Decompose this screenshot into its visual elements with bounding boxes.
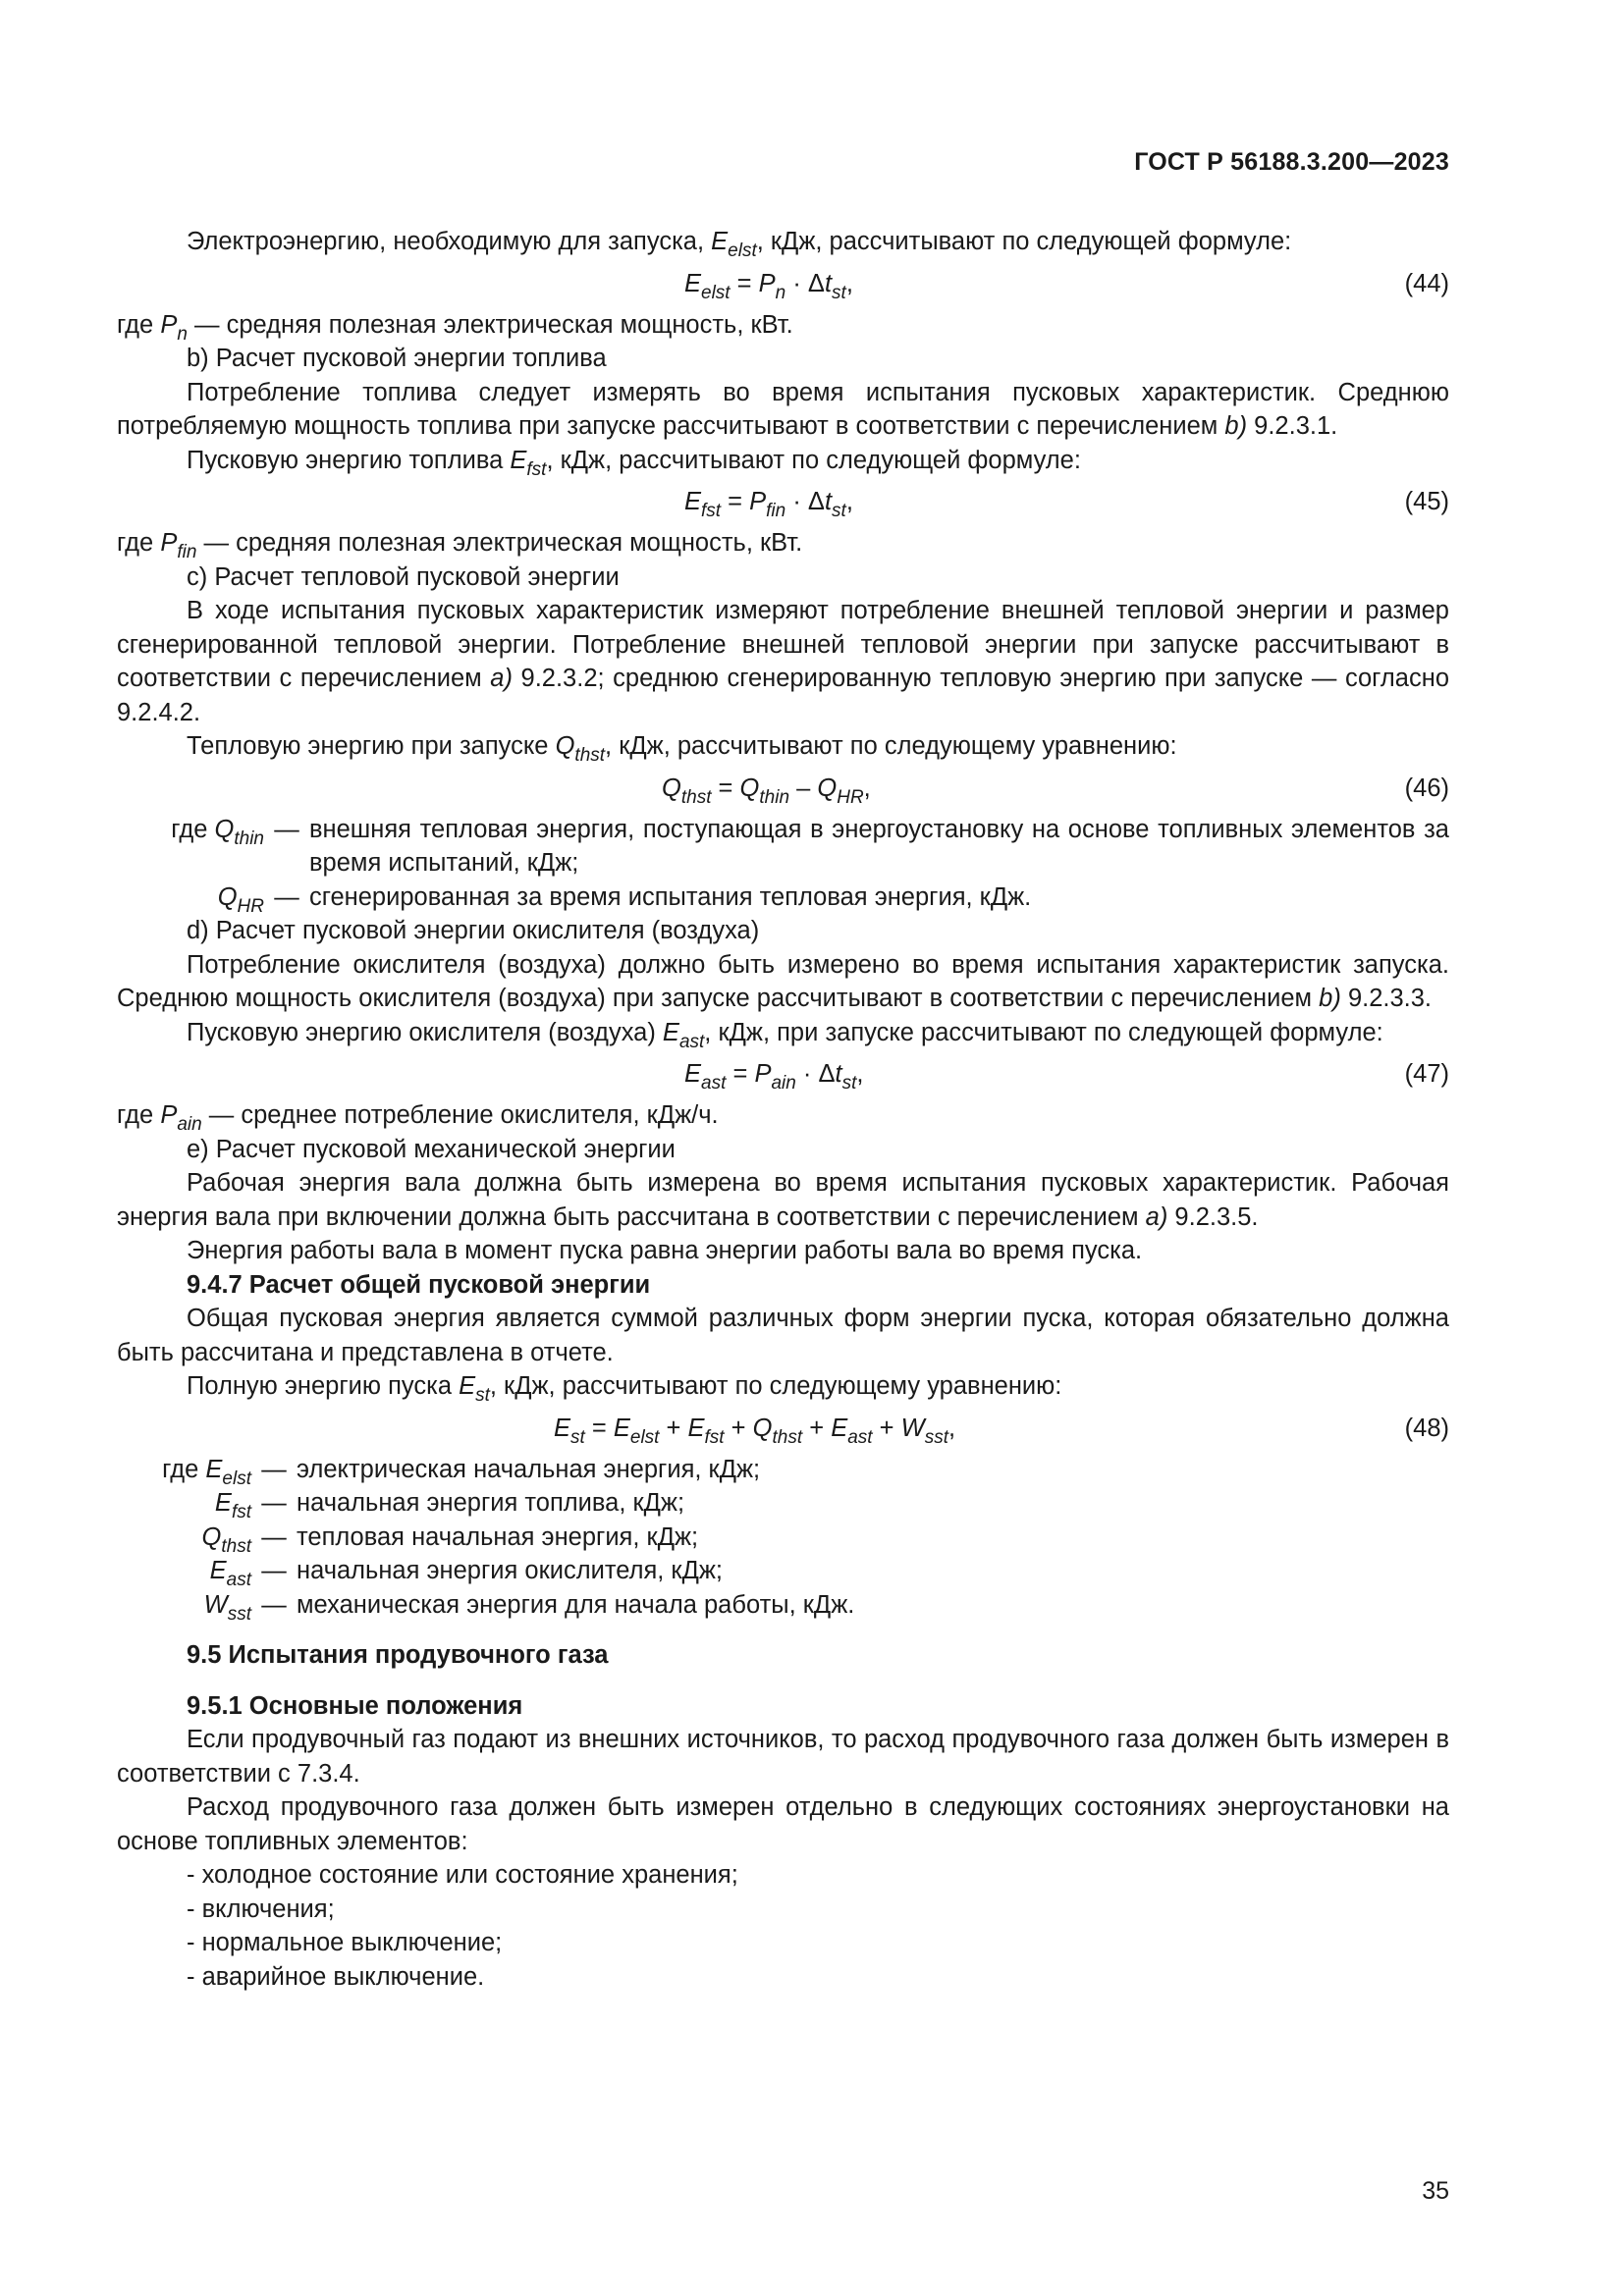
formula-number: (45) xyxy=(1404,488,1449,515)
list-item: - холодное состояние или состояние хранения; xyxy=(187,1861,738,1889)
definition-symbol: $Q_{thst}$ xyxy=(201,1522,251,1557)
formula-expression: $E_{st} = E_{elst} + E_{fst} + Q_{thst} + E_{ast} + W_{sst}$, xyxy=(554,1414,956,1448)
paragraph-electric-intro: Электроэнергию, необходимую для запуска, $E_{elst}$, кДж, рассчитывают по следующей формуле: xyxy=(187,228,1292,261)
definition-symbol: $W_{sst}$ xyxy=(203,1590,251,1625)
definition-row xyxy=(117,1588,1449,1623)
definition-symbol: $E_{fst}$ xyxy=(214,1489,251,1522)
list-item-d: d) Расчет пусковой энергии окислителя (воздуха) xyxy=(187,917,760,944)
paragraph-shaft-equality: Энергия работы вала в момент пуска равна энергии работы вала во время пуска. xyxy=(187,1237,1143,1264)
where-clause-44: где $P_n$ — средняя полезная электрическая мощность, кВт. xyxy=(117,310,793,345)
list-item-e: e) Расчет пусковой механической энергии xyxy=(187,1135,676,1163)
section-heading-9-5: 9.5 Испытания продувочного газа xyxy=(187,1641,609,1669)
formula-expression: $Q_{thst} = Q_{thin} - Q_{HR}$, xyxy=(662,774,871,808)
definition-symbol: где $E_{elst}$ xyxy=(162,1455,251,1489)
formula-number: (48) xyxy=(1404,1414,1449,1442)
paragraph-heat-measurement: В ходе испытания пусковых характеристик измеряют потребление внешней тепловой энергии и размер сгенерированной тепловой энергии. Потребление внешней тепловой энергии при запуске рассчитывают в соответствии с перечислением a) 9.2.3.2; среднюю сгенерированную тепловую энергию при запуске — согласно 9.2.4.2. xyxy=(117,597,1449,726)
page-content xyxy=(117,225,1449,1994)
paragraph-oxidant-energy: Пусковую энергию окислителя (воздуха) $E_{ast}$, кДж, при запуске рассчитывают по следующей формуле: xyxy=(187,1018,1383,1052)
list-item: - нормальное выключение; xyxy=(187,1929,503,1956)
formula-45 xyxy=(117,477,1449,526)
formula-47 xyxy=(117,1049,1449,1098)
paragraph-total-energy: Общая пусковая энергия является суммой различных форм энергии пуска, которая обязательно должна быть рассчитана и представлена в отчете. xyxy=(117,1305,1449,1366)
paragraph-heat-energy: Тепловую энергию при запуске $Q_{thst}$, кДж, рассчитывают по следующему уравнению: xyxy=(187,732,1177,766)
dash: — xyxy=(261,1522,287,1551)
definition-text: начальная энергия окислителя, кДж; xyxy=(297,1557,723,1584)
formula-expression: $E_{fst} = P_{fin} \cdot \Delta t_{st}$, xyxy=(684,488,853,521)
list-item-c: c) Расчет тепловой пусковой энергии xyxy=(187,562,620,591)
formula-number: (46) xyxy=(1404,774,1449,802)
definition-row xyxy=(117,1453,1449,1487)
dash: — xyxy=(261,1455,287,1483)
definition-row xyxy=(117,813,1449,881)
paragraph-purge-source: Если продувочный газ подают из внешних источников, то расход продувочного газа должен быть измерен в соответствии с 7.3.4. xyxy=(117,1726,1449,1788)
formula-number: (47) xyxy=(1404,1060,1449,1088)
paragraph-fuel-consumption: Потребление топлива следует измерять во время испытания пусковых характеристик. Среднюю потребляемую мощность топлива при запуске рассчитывают в соответствии с перечислением b) 9.2.3.1. xyxy=(117,378,1449,440)
dash: — xyxy=(261,1557,287,1584)
dash: — xyxy=(274,815,299,843)
where-clause-47: где $P_{ain}$ — среднее потребление окислителя, кДж/ч. xyxy=(117,1101,719,1135)
definition-text: тепловая начальная энергия, кДж; xyxy=(297,1522,699,1551)
paragraph-purge-states: Расход продувочного газа должен быть измерен отдельно в следующих состояниях энергоустановки на основе топливных элементов: xyxy=(117,1793,1449,1855)
formula-44 xyxy=(117,259,1449,308)
section-heading-9-5-1: 9.5.1 Основные положения xyxy=(187,1691,523,1720)
definition-text: сгенерированная за время испытания тепловая энергия, кДж. xyxy=(309,882,1032,911)
list-item: - включения; xyxy=(187,1895,335,1923)
where-clause-45: где $P_{fin}$ — средняя полезная электрическая мощность, кВт. xyxy=(117,529,803,562)
definition-row xyxy=(117,1554,1449,1588)
standard-header: ГОСТ Р 56188.3.200—2023 xyxy=(1134,148,1449,176)
formula-46 xyxy=(117,764,1449,813)
formula-48 xyxy=(117,1404,1449,1453)
definition-text: механическая энергия для начала работы, кДж. xyxy=(297,1590,855,1619)
definition-text: электрическая начальная энергия, кДж; xyxy=(297,1455,761,1483)
dash: — xyxy=(274,882,299,911)
definition-row xyxy=(117,1486,1449,1521)
definition-row xyxy=(117,881,1449,915)
definition-row xyxy=(117,1521,1449,1555)
list-item-b: b) Расчет пусковой энергии топлива xyxy=(187,345,607,372)
definition-text: внешняя тепловая энергия, поступающая в энергоустановку на основе топливных элементов за время испытаний, кДж; xyxy=(309,815,1449,877)
where-list-48 xyxy=(117,1453,1449,1623)
dash: — xyxy=(261,1489,287,1517)
page-number: 35 xyxy=(1422,2177,1449,2205)
paragraph-shaft-energy: Рабочая энергия вала должна быть измерена во время испытания пусковых характеристик. Рабочая энергия вала при включении должна быть рассчитана в соответствии с перечислением a) 9.2.3.5. xyxy=(117,1169,1449,1231)
where-list-46 xyxy=(117,813,1449,915)
paragraph-fuel-energy: Пусковую энергию топлива $E_{fst}$, кДж, рассчитывают по следующей формуле: xyxy=(187,446,1081,480)
definition-symbol: где $Q_{thin}$ xyxy=(171,815,264,849)
formula-number: (44) xyxy=(1404,269,1449,297)
formula-expression: $E_{ast} = P_{ain} \cdot \Delta t_{st}$, xyxy=(684,1060,864,1094)
section-heading-9-4-7: 9.4.7 Расчет общей пусковой энергии xyxy=(187,1270,651,1299)
definition-symbol: $E_{ast}$ xyxy=(209,1557,251,1590)
definition-symbol: $Q_{HR}$ xyxy=(217,882,264,917)
paragraph-oxidant-measurement: Потребление окислителя (воздуха) должно быть измерено во время испытания характеристик запуска. Среднюю мощность окислителя (воздуха) при запуске рассчитывают в соответствии с перечислением b) 9.2.3.3. xyxy=(117,950,1449,1012)
dash: — xyxy=(261,1590,287,1619)
paragraph-total-formula-intro: Полную энергию пуска $E_{st}$, кДж, рассчитывают по следующему уравнению: xyxy=(187,1372,1062,1406)
definition-text: начальная энергия топлива, кДж; xyxy=(297,1489,685,1517)
list-item: - аварийное выключение. xyxy=(187,1962,485,1991)
formula-expression: $E_{elst} = P_n \cdot \Delta t_{st}$, xyxy=(684,269,853,303)
